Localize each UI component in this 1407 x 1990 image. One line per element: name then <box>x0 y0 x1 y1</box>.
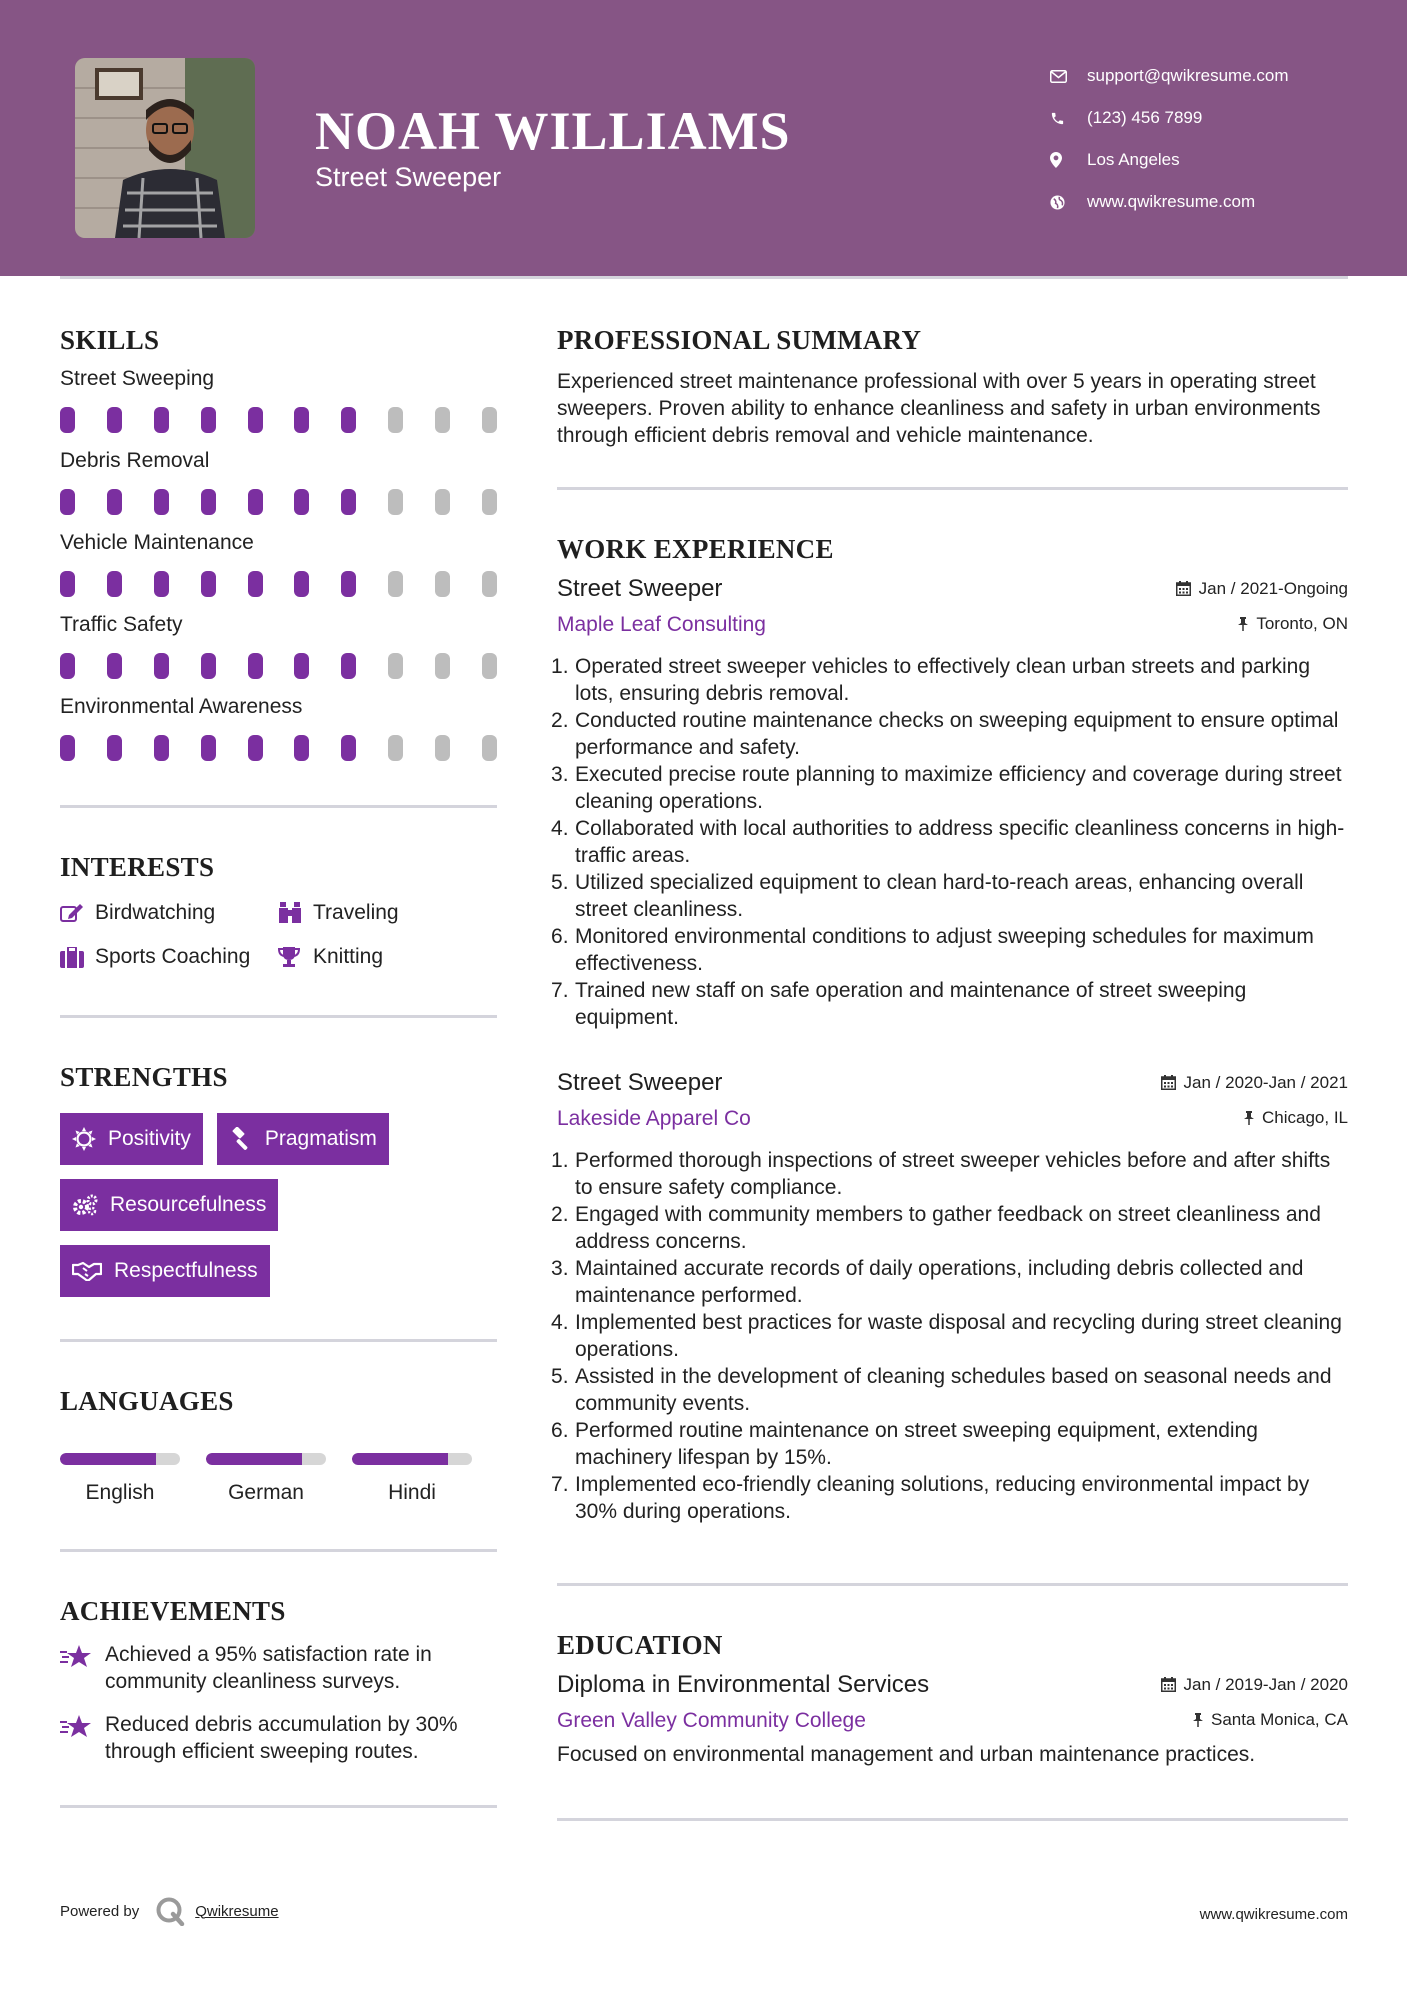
calendar-icon <box>1161 1075 1176 1090</box>
language-level-fill <box>206 1453 302 1465</box>
interest-label: Birdwatching <box>95 901 216 924</box>
interest-label: Knitting <box>313 945 384 968</box>
skill-rating-pill <box>107 571 122 597</box>
footer-url[interactable]: www.qwikresume.com <box>1199 1906 1348 1923</box>
duty-list <box>557 1147 1348 1525</box>
strength-tag <box>60 1179 278 1231</box>
skill-rating-pill <box>435 653 450 679</box>
strength-label: Pragmatism <box>264 1127 377 1150</box>
profile-photo <box>75 58 255 238</box>
contact-email[interactable] <box>1050 55 1380 97</box>
job-date-text: Jan / 2021-Ongoing <box>1198 578 1348 598</box>
skill-rating-pill <box>201 407 216 433</box>
language-level-bar <box>206 1453 326 1465</box>
interest-item <box>278 945 478 969</box>
skill-rating-pill <box>248 407 263 433</box>
education-date <box>1161 1675 1348 1695</box>
company-name: Lakeside Apparel Co <box>557 1107 751 1130</box>
interest-label: Traveling <box>313 901 399 924</box>
strengths-list <box>60 1113 497 1297</box>
skill-rating <box>60 489 497 515</box>
skill-name: Debris Removal <box>60 449 210 472</box>
education-date-text: Jan / 2019-Jan / 2020 <box>1183 1674 1348 1694</box>
job-location-text: Toronto, ON <box>1256 614 1348 633</box>
skill-rating-pill <box>201 735 216 761</box>
skill-rating-pill <box>294 735 309 761</box>
job-subheader <box>557 613 1348 637</box>
job-location-text: Chicago, IL <box>1262 1108 1348 1127</box>
section-divider <box>60 1549 497 1552</box>
handshake-icon <box>72 1261 102 1281</box>
calendar-icon <box>1176 581 1191 596</box>
skill-item <box>60 613 497 679</box>
achievement-text: Achieved a 95% satisfaction rate in community cleanliness surveys. <box>105 1643 432 1693</box>
duty-item: Performed routine maintenance on street sweeping equipment, extending machinery lifespan by 15%. <box>575 1419 1258 1469</box>
section-divider <box>60 805 497 808</box>
envelope-icon <box>1050 70 1087 83</box>
job-entry <box>557 1069 1348 1525</box>
duty-item: Conducted routine maintenance checks on sweeping equipment to ensure optimal performance and safety. <box>575 709 1339 759</box>
education-entry <box>557 1671 1348 1768</box>
duty-item: Assisted in the development of cleaning schedules based on seasonal needs and community events. <box>575 1365 1332 1415</box>
job-subheader <box>557 1107 1348 1131</box>
strength-tag <box>60 1245 270 1297</box>
language-item <box>206 1453 326 1505</box>
duty-item: Performed thorough inspections of street sweeper vehicles before and after shifts to ensure safety compliance. <box>575 1149 1331 1199</box>
company-name: Maple Leaf Consulting <box>557 613 766 636</box>
education-subheader <box>557 1709 1348 1733</box>
job-date <box>1176 579 1348 599</box>
section-divider <box>557 1583 1348 1586</box>
skill-rating-pill <box>107 407 122 433</box>
duty-item: Implemented eco-friendly cleaning solutions, reducing environmental impact by 30% during operations. <box>575 1473 1310 1523</box>
summary-title: PROFESSIONAL SUMMARY <box>557 325 922 355</box>
duty-item: Implemented best practices for waste disposal and recycling during street cleaning operations. <box>575 1311 1342 1361</box>
languages-list <box>60 1453 497 1505</box>
education-title: EDUCATION <box>557 1630 723 1660</box>
skill-rating-pill <box>388 489 403 515</box>
skill-name: Vehicle Maintenance <box>60 531 254 554</box>
edit-icon <box>60 903 95 923</box>
skill-rating-pill <box>388 735 403 761</box>
pin-icon <box>1244 1111 1254 1125</box>
summary-text: Experienced street maintenance professional with over 5 years in operating street sweepers. Proven ability to enhance cleanliness and safety in urban environments through efficient debris removal and vehicle maintenance. <box>557 370 1321 447</box>
contact-website[interactable] <box>1050 181 1380 223</box>
skill-rating-pill <box>294 407 309 433</box>
skill-rating-pill <box>435 571 450 597</box>
section-divider <box>60 1015 497 1018</box>
trophy-icon <box>278 946 313 968</box>
candidate-title: Street Sweeper <box>315 162 502 192</box>
strength-tag <box>217 1113 389 1165</box>
skill-rating <box>60 653 497 679</box>
job-title: Street Sweeper <box>557 575 723 602</box>
section-divider <box>557 487 1348 490</box>
skill-rating-pill <box>248 489 263 515</box>
skill-rating-pill <box>60 735 75 761</box>
skill-rating-pill <box>294 489 309 515</box>
skill-rating-pill <box>154 489 169 515</box>
skill-rating-pill <box>60 407 75 433</box>
cogs-icon <box>72 1194 98 1216</box>
skill-rating-pill <box>341 735 356 761</box>
skill-rating-pill <box>435 407 450 433</box>
contact-email-text: support@qwikresume.com <box>1087 66 1289 85</box>
skill-rating-pill <box>107 653 122 679</box>
skill-rating-pill <box>154 571 169 597</box>
job-entry <box>557 575 1348 1031</box>
gavel-icon <box>229 1127 253 1151</box>
skill-item <box>60 531 497 597</box>
header-divider <box>60 276 1348 279</box>
powered-by-label: Powered by <box>60 1902 140 1920</box>
languages-title: LANGUAGES <box>60 1386 234 1416</box>
duty-item: Maintained accurate records of daily operations, including debris collected and maintenance performed. <box>575 1257 1304 1307</box>
education-location-text: Santa Monica, CA <box>1210 1710 1348 1729</box>
language-item <box>352 1453 472 1505</box>
interest-label: Sports Coaching <box>95 945 251 968</box>
skill-rating <box>60 735 497 761</box>
duty-item: Utilized specialized equipment to clean hard-to-reach areas, enhancing overall street cleanliness. <box>575 871 1304 921</box>
skill-rating-pill <box>107 489 122 515</box>
skill-item <box>60 695 497 761</box>
achievement-text: Reduced debris accumulation by 30% through efficient sweeping routes. <box>105 1713 458 1763</box>
briefcase-icon <box>60 947 95 968</box>
skill-rating-pill <box>482 407 497 433</box>
job-location <box>1238 614 1348 634</box>
achievements-list <box>60 1641 497 1765</box>
experience-title: WORK EXPERIENCE <box>557 534 834 564</box>
skill-rating-pill <box>294 653 309 679</box>
strength-label: Respectfulness <box>114 1259 258 1282</box>
skill-rating-pill <box>482 571 497 597</box>
skill-rating-pill <box>388 653 403 679</box>
skill-rating-pill <box>154 735 169 761</box>
star-icon <box>60 1641 105 1695</box>
skill-rating-pill <box>60 653 75 679</box>
qwikresume-link[interactable]: Qwikresume <box>195 1902 279 1920</box>
powered-by <box>60 1896 279 1926</box>
skill-rating-pill <box>201 489 216 515</box>
contact-location-text: Los Angeles <box>1087 150 1180 169</box>
skill-rating-pill <box>60 571 75 597</box>
skill-rating-pill <box>435 735 450 761</box>
skill-rating-pill <box>341 653 356 679</box>
skill-rating-pill <box>388 407 403 433</box>
job-header <box>557 1069 1348 1097</box>
skill-rating-pill <box>482 489 497 515</box>
contact-phone-text: (123) 456 7899 <box>1087 108 1203 127</box>
interest-item <box>60 901 278 925</box>
skill-item <box>60 367 497 433</box>
job-date-text: Jan / 2020-Jan / 2021 <box>1183 1072 1348 1092</box>
calendar-icon <box>1161 1677 1176 1692</box>
job-header <box>557 575 1348 603</box>
language-item <box>60 1453 180 1505</box>
skill-rating-pill <box>154 653 169 679</box>
section-divider <box>557 1818 1348 1821</box>
degree-name: Diploma in Environmental Services <box>557 1671 930 1698</box>
section-divider <box>60 1339 497 1342</box>
qwikresume-logo-icon <box>155 1896 185 1926</box>
skill-name: Traffic Safety <box>60 613 183 636</box>
skill-rating-pill <box>341 407 356 433</box>
globe-icon <box>1050 195 1087 210</box>
job-title: Street Sweeper <box>557 1069 723 1096</box>
skill-rating-pill <box>201 571 216 597</box>
language-level-fill <box>60 1453 156 1465</box>
skill-name: Street Sweeping <box>60 367 215 390</box>
strength-label: Resourcefulness <box>110 1193 267 1216</box>
achievement-item <box>60 1641 497 1695</box>
binoculars-icon <box>278 902 313 924</box>
duty-list <box>557 653 1348 1031</box>
duty-item: Engaged with community members to gather feedback on street cleanliness and address concerns. <box>575 1203 1321 1253</box>
skill-rating <box>60 571 497 597</box>
candidate-name: NOAH WILLIAMS <box>315 101 791 161</box>
skill-rating-pill <box>107 735 122 761</box>
duty-item: Executed precise route planning to maximize efficiency and coverage during street cleaning operations. <box>575 763 1342 813</box>
skill-name: Environmental Awareness <box>60 695 303 718</box>
strengths-title: STRENGTHS <box>60 1062 228 1092</box>
education-header <box>557 1671 1348 1699</box>
skill-rating-pill <box>341 571 356 597</box>
language-level-bar <box>352 1453 472 1465</box>
interests-title: INTERESTS <box>60 852 215 882</box>
skill-rating <box>60 407 497 433</box>
education-description: Focused on environmental management and urban maintenance practices. <box>557 1743 1256 1766</box>
skill-rating-pill <box>154 407 169 433</box>
duty-item: Operated street sweeper vehicles to effectively clean urban streets and parking lots, ensuring debris removal. <box>575 655 1311 705</box>
skill-rating-pill <box>482 735 497 761</box>
language-level-fill <box>352 1453 448 1465</box>
resume-header <box>0 0 1407 276</box>
strength-tag <box>60 1113 203 1165</box>
skill-rating-pill <box>248 571 263 597</box>
skill-rating-pill <box>248 735 263 761</box>
interest-item <box>278 901 478 925</box>
pin-icon <box>1193 1713 1203 1727</box>
skill-rating-pill <box>341 489 356 515</box>
section-divider <box>60 1805 497 1808</box>
star-icon <box>60 1711 105 1765</box>
right-column <box>557 325 1348 1821</box>
education-location <box>1193 1710 1348 1730</box>
contact-phone[interactable] <box>1050 97 1380 139</box>
interest-item <box>60 945 278 969</box>
skill-rating-pill <box>435 489 450 515</box>
contact-website-text: www.qwikresume.com <box>1087 192 1256 211</box>
strength-label: Positivity <box>108 1127 191 1150</box>
skill-rating-pill <box>248 653 263 679</box>
language-level-bar <box>60 1453 180 1465</box>
skills-title: SKILLS <box>60 325 160 355</box>
achievements-title: ACHIEVEMENTS <box>60 1596 286 1626</box>
map-marker-icon <box>1050 152 1087 168</box>
skill-rating-pill <box>388 571 403 597</box>
skill-rating-pill <box>294 571 309 597</box>
language-name: Hindi <box>388 1481 436 1504</box>
skill-rating-pill <box>201 653 216 679</box>
contact-list <box>1050 55 1380 223</box>
skill-rating-pill <box>60 489 75 515</box>
skill-rating-pill <box>482 653 497 679</box>
skills-list <box>60 367 497 761</box>
contact-location <box>1050 139 1380 181</box>
job-location <box>1244 1108 1348 1128</box>
achievement-item <box>60 1711 497 1765</box>
school-name: Green Valley Community College <box>557 1709 866 1732</box>
duty-item: Trained new staff on safe operation and maintenance of street sweeping equipment. <box>575 979 1247 1029</box>
job-date <box>1161 1073 1348 1093</box>
duty-item: Monitored environmental conditions to adjust sweeping schedules for maximum effectiveness. <box>575 925 1314 975</box>
language-name: German <box>228 1481 304 1504</box>
left-column <box>60 325 497 1808</box>
pin-icon <box>1238 617 1248 631</box>
interests-list <box>60 901 497 969</box>
duty-item: Collaborated with local authorities to address specific cleanliness concerns in high-traffic areas. <box>575 817 1345 867</box>
sun-icon <box>72 1127 96 1151</box>
skill-item <box>60 449 497 515</box>
language-name: English <box>85 1481 155 1504</box>
phone-icon <box>1050 111 1087 126</box>
